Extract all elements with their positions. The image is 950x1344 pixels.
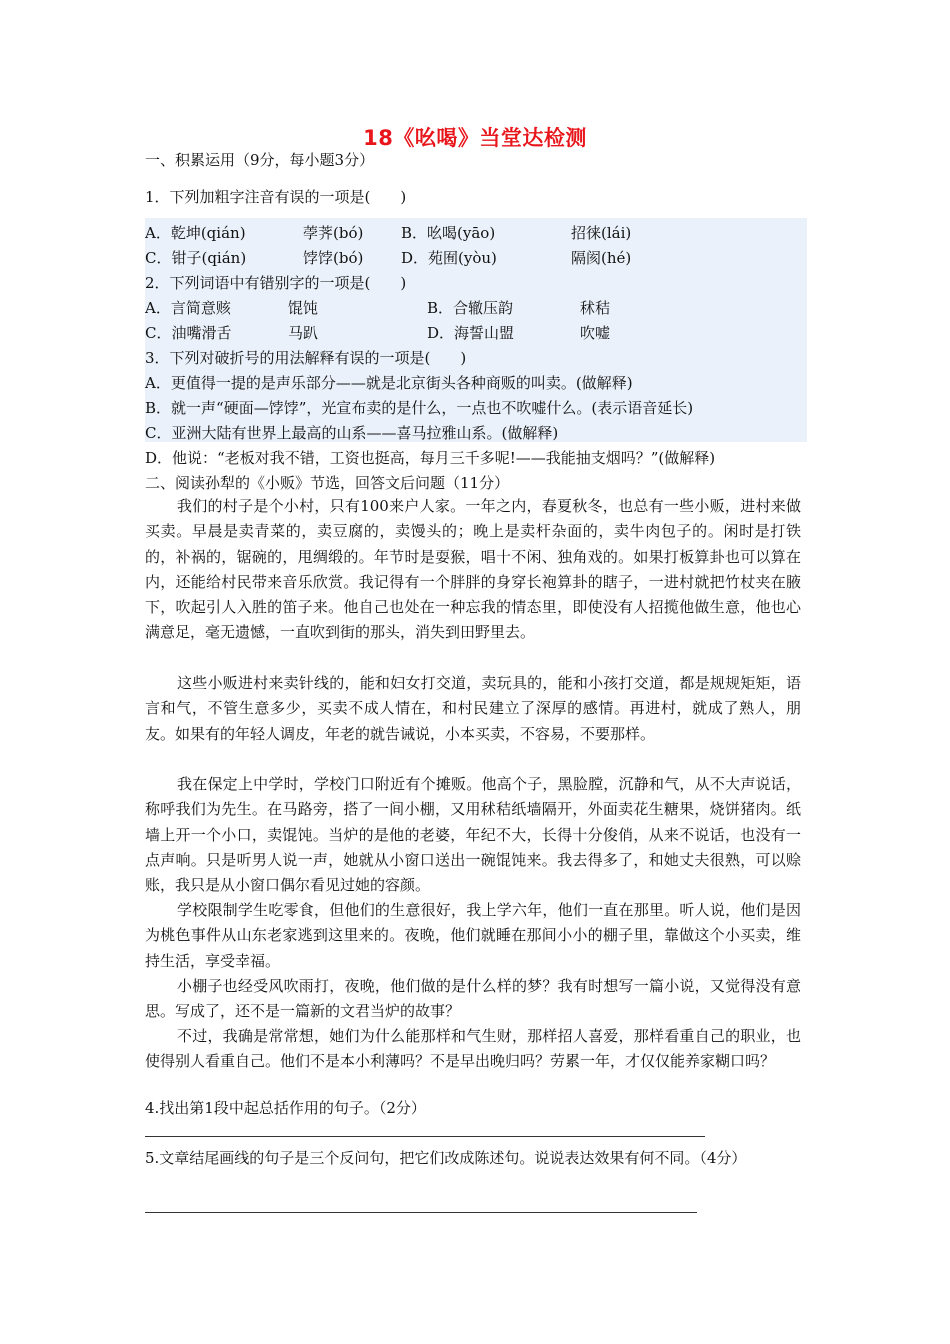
q2-stem: 2．下列词语中有错别字的一项是( )	[145, 274, 407, 292]
q1-option-c-extra: 饽饽(bó)	[303, 249, 364, 267]
passage-paragraph-4: 学校限制学生吃零食，但他们的生意很好，我上学六年，他们一直在那里。听人说，他们是因为桃色事件从山东老家逃到这里来的。夜晚，他们就睡在那间小小的棚子里，靠做这个小买卖，维持生活，享受幸福。	[145, 901, 801, 970]
q1-row-cd	[145, 246, 805, 270]
q1-option-b-extra: 招徕(lái)	[571, 224, 632, 242]
q2-option-b-extra: 秫秸	[580, 299, 611, 317]
q2-option-c: C．油嘴滑舌	[145, 324, 232, 342]
q1-option-a-extra: 荸荠(bó)	[303, 224, 364, 242]
q4-stem: 4.找出第1段中起总括作用的句子。（2分）	[145, 1099, 426, 1117]
q2-option-b: B．合辙压韵	[427, 299, 514, 317]
q2-option-c-extra: 马趴	[288, 324, 319, 342]
q2-option-a-extra: 馄饨	[288, 299, 319, 317]
q2-option-a: A．言简意赅	[145, 299, 231, 317]
passage-paragraph-1: 我们的村子是个小村，只有100来户人家。一年之内，春夏秋冬，也总有一些小贩，进村来做买卖。早晨是卖青菜的，卖豆腐的，卖馒头的；晚上是卖杆杂面的，卖牛肉包子的。闲时是打铁的，补祸的，锯碗的，甩绸缎的。年节时是耍猴，唱十不闲、独角戏的。如果打板算卦也可以算在内，还能给村民带来音乐欣赏。我记得有一个胖胖的身穿长袍算卦的瞎子，一进村就把竹杖夹在腋下，吹起引人入胜的笛子来。他自己也处在一种忘我的情态里，即使没有人招揽他做生意，他也心满意足，毫无遗憾，一直吹到街的那头，消失到田野里去。	[145, 497, 801, 642]
q2-option-d: D．海誓山盟	[427, 324, 515, 342]
q2-option-d-extra: 吹嘘	[580, 324, 611, 342]
q1-option-d: D．苑囿(yòu)	[401, 249, 497, 267]
section2-heading: 二、阅读孙犁的《小贩》节选，回答文后问题（11分）	[145, 474, 510, 492]
q4-answer-line[interactable]	[145, 1136, 705, 1137]
passage-paragraph-6: 不过，我确是常常想，她们为什么能那样和气生财，那样招人喜爱，那样看重自己的职业，也使得别人看重自己。他们不是本小利薄吗？不是早出晚归吗？劳累一年，才仅仅能养家糊口吗？	[145, 1027, 801, 1071]
passage-paragraph-3: 我在保定上中学时，学校门口附近有个摊贩。他高个子，黑脸膛，沉静和气，从不大声说话，称呼我们为先生。在马路旁，搭了一间小棚，又用秫秸纸墙隔开，外面卖花生糖果，烧饼猪肉。纸墙上开一个小口，卖馄饨。当炉的是他的老婆，年纪不大，长得十分俊俏，从来不说话，也没有一点声响。只是听男人说一声，她就从小窗口送出一碗馄饨来。我去得多了，和她丈夫很熟，可以赊账，我只是从小窗口偶尔看见过她的容颜。	[145, 775, 801, 895]
section1-heading: 一、积累运用（9分，每小题3分）	[145, 151, 375, 169]
q1-option-b: B．吆喝(yāo)	[401, 224, 496, 242]
q2-row-ab	[145, 296, 805, 320]
q1-option-c: C．钳子(qián)	[145, 249, 247, 267]
q5-stem: 5.文章结尾画线的句子是三个反问句，把它们改成陈述句。说说表达效果有何不同。（4分）	[145, 1149, 747, 1167]
q3-option-a: A．更值得一提的是声乐部分——就是北京街头各种商贩的叫卖。(做解释)	[145, 374, 633, 392]
q3-option-d: D．他说：“老板对我不错，工资也挺高，每月三千多呢!——我能抽支烟吗？”(做解释)	[145, 449, 716, 467]
q1-row-ab	[145, 221, 805, 245]
q2-row-cd	[145, 321, 805, 345]
q3-option-b: B．就一声“硬面—饽饽”，光宣布卖的是什么，一点也不吹嘘什么。(表示语音延长)	[145, 399, 694, 417]
passage-paragraph-2: 这些小贩进村来卖针线的，能和妇女打交道，卖玩具的，能和小孩打交道，都是规规矩矩，语言和气，不管生意多少，买卖不成人情在，和村民建立了深厚的感情。再进村，就成了熟人，朋友。如果有的年轻人调皮，年老的就告诫说，小本买卖，不容易，不要那样。	[145, 674, 801, 743]
passage-paragraph-5: 小棚子也经受风吹雨打，夜晚，他们做的是什么样的梦？我有时想写一篇小说，又觉得没有意思。写成了，还不是一篇新的文君当炉的故事？	[145, 977, 801, 1021]
q3-stem: 3．下列对破折号的用法解释有误的一项是( )	[145, 349, 467, 367]
q1-option-d-extra: 隔阂(hé)	[571, 249, 632, 267]
q1-stem: 1．下列加粗字注音有误的一项是( )	[145, 188, 407, 206]
q3-option-c: C．亚洲大陆有世界上最高的山系——喜马拉雅山系。(做解释)	[145, 424, 559, 442]
q5-answer-line[interactable]	[145, 1212, 697, 1213]
q1-option-a: A．乾坤(qián)	[145, 224, 246, 242]
page-title: 18《吆喝》当堂达检测	[363, 126, 587, 150]
